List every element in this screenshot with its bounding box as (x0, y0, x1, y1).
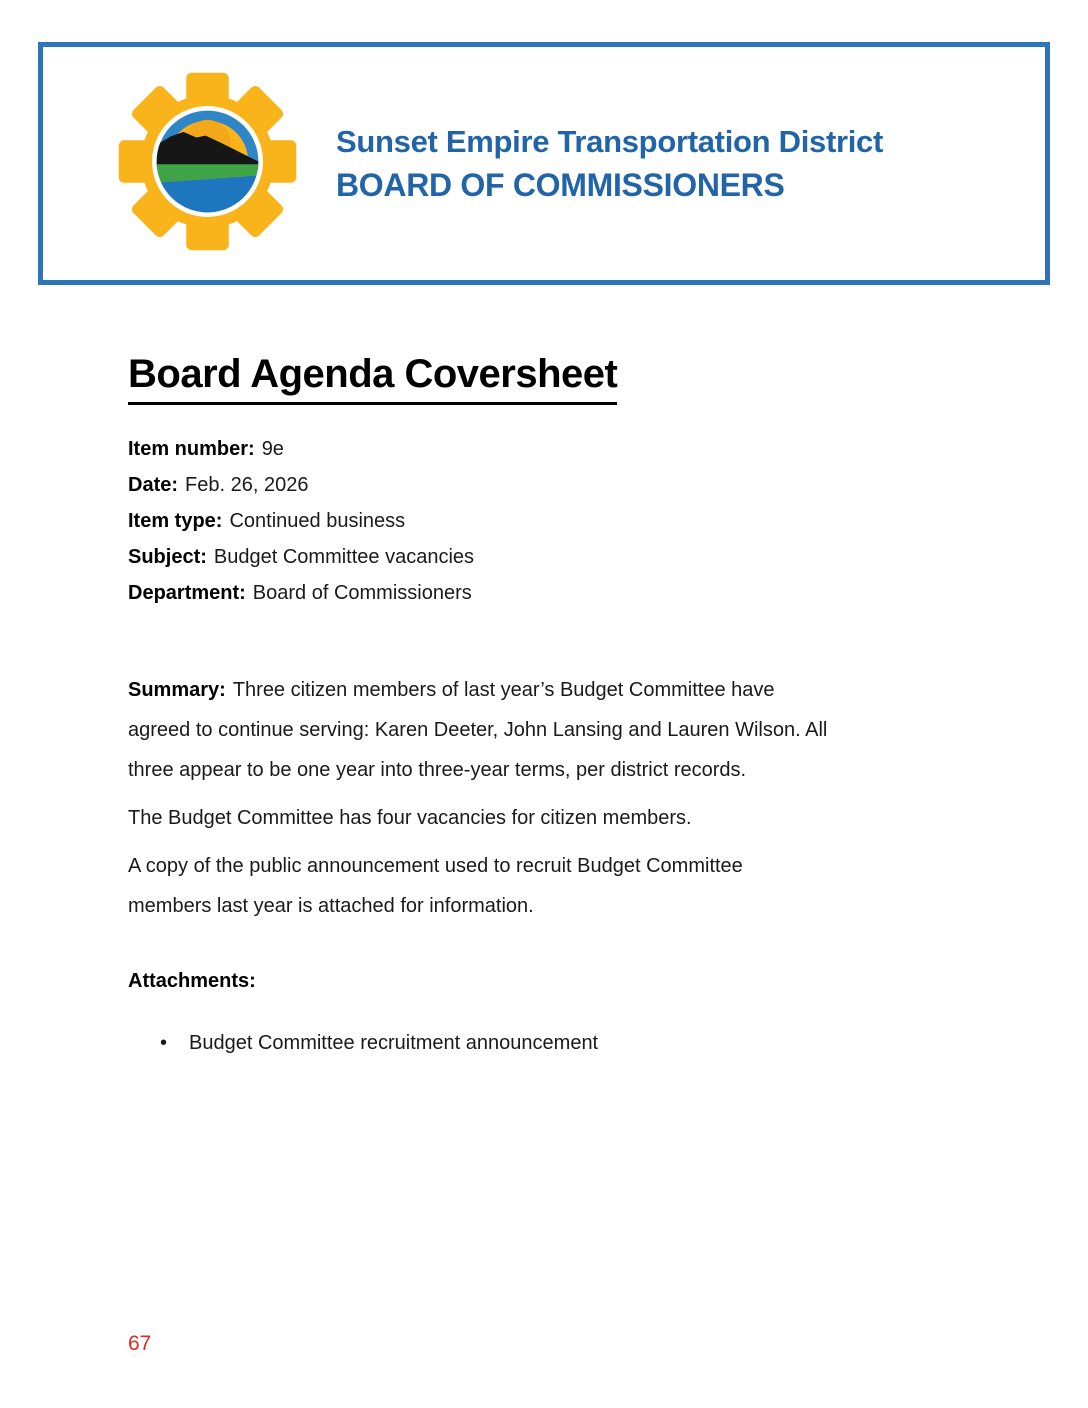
paragraph-line: members last year is attached for information. (128, 895, 534, 917)
meta-value: Budget Committee vacancies (213, 546, 475, 568)
meta-label: Department: (128, 582, 246, 604)
meta-value: Continued business (229, 510, 406, 532)
org-subtitle: BOARD OF COMMISSIONERS (336, 167, 785, 203)
meta-row-date (128, 467, 474, 503)
attachment-list-item (160, 1032, 598, 1055)
meta-list (128, 431, 474, 611)
meta-value: Feb. 26, 2026 (185, 474, 309, 496)
org-name: Sunset Empire Transportation District (336, 124, 884, 159)
meta-row-department (128, 575, 474, 611)
meta-label: Date: (128, 474, 179, 496)
letterhead (38, 42, 1050, 285)
announcement-paragraph (128, 846, 743, 926)
summary-line: agreed to continue serving: Karen Deeter, John Lansing and Lauren Wilson. All (128, 719, 828, 741)
meta-label: Item number: (128, 438, 255, 460)
attachment-name: Budget Committee recruitment announcement (189, 1032, 599, 1054)
paragraph-line: The Budget Committee has four vacancies for citizen members. (128, 807, 692, 829)
meta-value: Board of Commissioners (252, 582, 472, 604)
meta-label: Subject: (128, 546, 207, 568)
meta-row-item-type (128, 503, 474, 539)
meta-row-item-number (128, 431, 474, 467)
meta-row-subject (128, 539, 474, 575)
letterhead-text (336, 126, 883, 201)
page-title: Board Agenda Coversheet (128, 352, 617, 405)
bullet-icon: • (160, 1032, 168, 1054)
paragraph-line: A copy of the public announcement used to recruit Budget Committee (128, 855, 743, 877)
summary-line: three appear to be one year into three-year terms, per district records. (128, 759, 747, 781)
district-logo (115, 69, 300, 259)
page-number: 67 (128, 1332, 152, 1355)
attachments-heading: Attachments: (128, 970, 256, 992)
meta-label: Item type: (128, 510, 223, 532)
summary-text: Three citizen members of last year’s Budget Committee have (232, 679, 775, 701)
vacancies-paragraph (128, 798, 692, 838)
meta-value: 9e (261, 438, 284, 460)
summary-label: Summary: (128, 679, 226, 701)
gear-landscape-icon (115, 69, 300, 254)
summary-paragraph (128, 670, 827, 790)
summary-line (128, 670, 827, 710)
